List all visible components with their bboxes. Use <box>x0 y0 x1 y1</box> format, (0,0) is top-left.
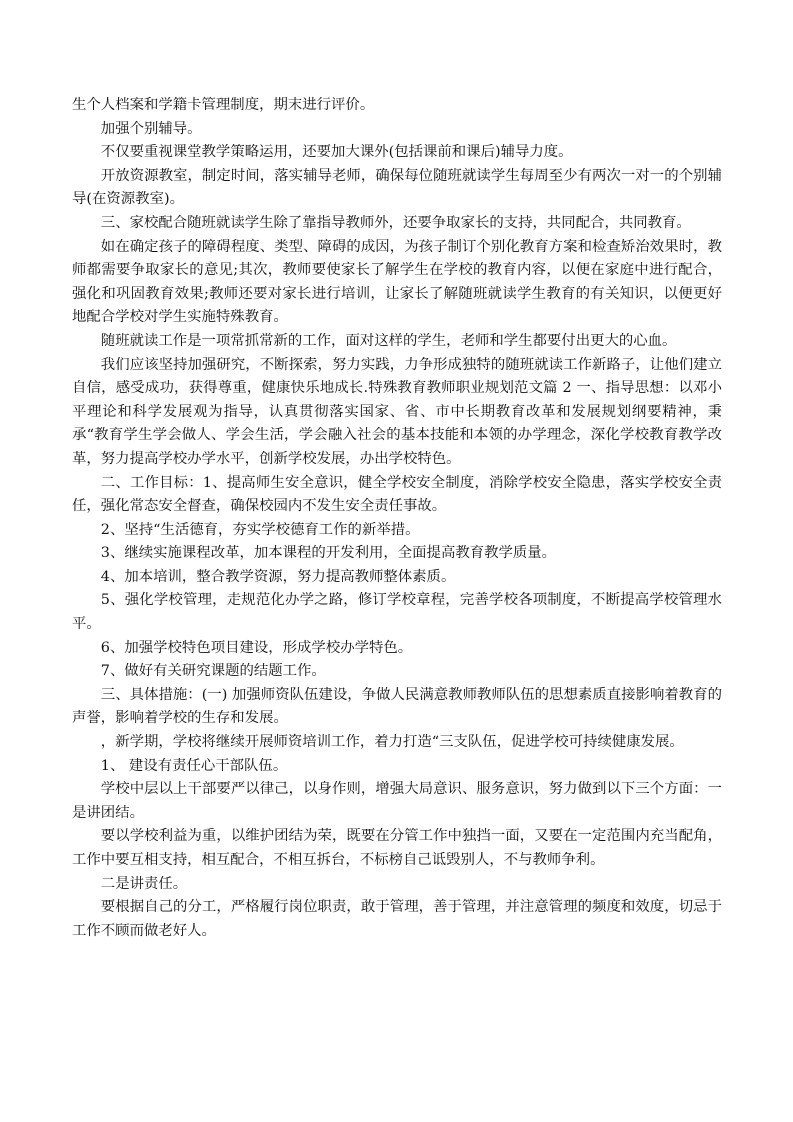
paragraph: 加强个别辅导。 <box>100 120 202 137</box>
paragraph: 学校中层以上干部要严以律己，以身作则，增强大局意识、服务意识，努力做到以下三个方面：一是讲团结。 <box>72 781 722 821</box>
paragraph: 要根据自己的分工，严格履行岗位职责，敢于管理，善于管理，并注意管理的频度和效度，切忌于工作不顾而做老好人。 <box>72 899 722 939</box>
paragraph: 7、做好有关研究课题的结题工作。 <box>100 663 326 680</box>
paragraph: 2、坚持“生活德育，夯实学校德育工作的新举措。 <box>100 521 420 538</box>
paragraph: 开放资源教室，制定时间，落实辅导老师，确保每位随班就读学生每周至少有两次一对一的个别辅导(在资源教室)。 <box>72 167 722 208</box>
paragraph: 三、家校配合随班就读学生除了靠指导教师外，还要争取家长的支持，共同配合，共同教育。 <box>100 214 691 231</box>
paragraph: 3、继续实施课程改革，加本课程的开发利用，全面提高教育教学质量。 <box>100 545 557 562</box>
paragraph: 随班就读工作是一项常抓常新的工作，面对这样的学生，老师和学生都要付出更大的心血。 <box>100 332 677 349</box>
paragraph: 二是讲责任。 <box>100 875 188 892</box>
paragraph: 4、加本培训，整合教学资源，努力提高教师整体素质。 <box>100 568 456 585</box>
paragraph: 我们应该坚持加强研究，不断探索，努力实践，力争形成独特的随班就读工作新路子，让他们建立自信，感受成功，获得尊重，健康快乐地成长.特殊教育教师职业规划范文篇 2 一、指导思想：以邓小平理论和科学发展观为指导，认真贯彻落实国家、省、市中长期教育改革和发展规划纲要精神，秉承“教育学生学会做人、学会生活，学会融入社会的基本技能和本领的办学理念，深化学校教育教学改革，努力提高学校办学水平，创新学校发展，办出学校特色。 <box>72 356 722 467</box>
paragraph: 5、强化学校管理，走规范化办学之路，修订学校章程，完善学校各项制度，不断提高学校管理水平。 <box>72 592 722 633</box>
paragraph: 要以学校利益为重，以维护团结为荣，既要在分管工作中独挡一面，又要在一定范围内充当配角，工作中要互相支持，相互配合，不相互拆台，不标榜自己诋毁别人，不与教师争利。 <box>72 828 722 868</box>
paragraph: 6、加强学校特色项目建设，形成学校办学特色。 <box>100 639 413 656</box>
paragraph: 二、工作目标：1、提高师生安全意识，健全学校安全制度，消除学校安全隐患，落实学校安全责任，强化常态安全督查，确保校园内不发生安全责任事故。 <box>72 474 722 515</box>
paragraph: 生个人档案和学籍卡管理制度，期末进行评价。 <box>72 97 375 113</box>
paragraph: 不仅要重视课堂教学策略运用，还要加大课外(包括课前和课后)辅导力度。 <box>100 144 573 161</box>
paragraph: ，新学期，学校将继续开展师资培训工作，着力打造“三支队伍，促进学校可持续健康发展。 <box>100 734 684 751</box>
paragraph: 三、具体措施：(一) 加强师资队伍建设，争做人民满意教师教师队伍的思想素质直接影响着教育的声誉，影响着学校的生存和发展。 <box>72 686 722 727</box>
paragraph: 如在确定孩子的障碍程度、类型、障碍的成因，为孩子制订个别化教育方案和检查矫治效果时，教师都需要争取家长的意见;其次，教师要使家长了解学生在学校的教育内容，以便在家庭中进行配合，强化和巩固教育效果;教师还要对家长进行培训，让家长了解随班就读学生教育的有关知识，以便更好地配合学校对学生实施特殊教育。 <box>72 238 722 326</box>
paragraph: 1、 建设有责任心干部队伍。 <box>100 757 288 774</box>
document-body <box>72 94 722 943</box>
